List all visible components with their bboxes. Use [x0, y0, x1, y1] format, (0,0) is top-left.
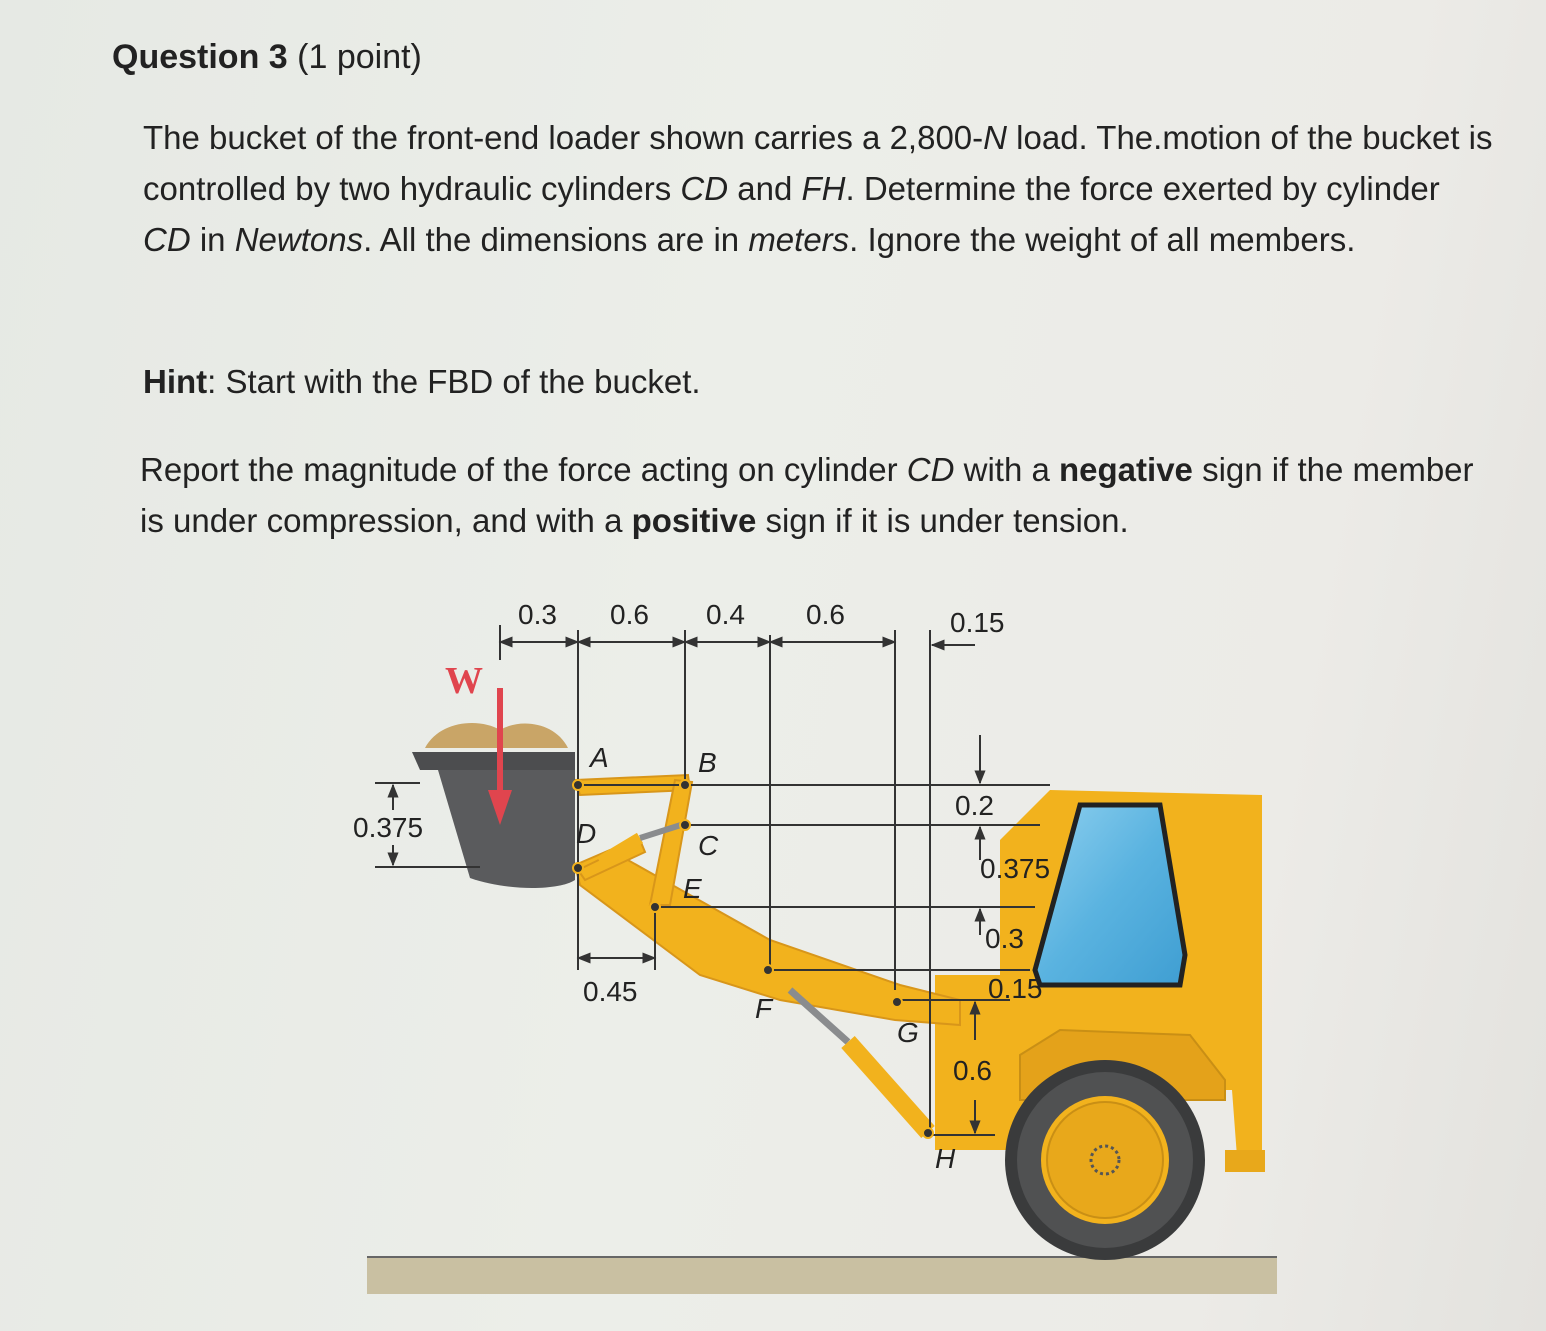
- problem-text: The bucket of the front-end loader shown carries a 2,800-: [143, 119, 984, 156]
- report-text: sign if it is under tension.: [756, 502, 1129, 539]
- report-text: with a: [954, 451, 1060, 488]
- dim-0-15-right: 0.15: [988, 973, 1043, 1004]
- report-negative: negative: [1059, 451, 1193, 488]
- hint-label: Hint: [143, 363, 208, 400]
- report-text: sign if the member is under compression, and with a: [140, 451, 1474, 539]
- dim-0-375-right: 0.375: [980, 853, 1051, 884]
- dim-0-6-b: 0.6: [806, 599, 845, 630]
- problem-text: . All the dimensions are in: [363, 221, 749, 258]
- load-label-w: W: [445, 660, 483, 702]
- label-h: H: [935, 1143, 956, 1174]
- question-points: (1 point): [297, 38, 422, 76]
- problem-cylinder-cd: CD: [680, 170, 729, 207]
- label-f: F: [755, 993, 773, 1024]
- problem-cylinder-fh: FH: [801, 170, 846, 207]
- problem-text: and: [728, 170, 802, 207]
- label-a: A: [590, 742, 609, 773]
- dim-0-15-top: 0.15: [950, 607, 1005, 638]
- problem-text: load. The.motion of the bucket is controlled by two hydraulic cylinders: [143, 119, 1493, 207]
- dim-0-375-left: 0.375: [353, 812, 424, 843]
- problem-unit-meters: meters: [748, 221, 850, 258]
- problem-text: in: [190, 221, 235, 258]
- problem-unit-n: N: [983, 119, 1007, 156]
- problem-cylinder-cd: CD: [143, 221, 191, 258]
- ground: [367, 1256, 1277, 1294]
- dim-0-45: 0.45: [583, 976, 638, 1007]
- hint-text: : Start with the FBD of the bucket.: [207, 363, 701, 400]
- dim-0-4: 0.4: [706, 599, 745, 630]
- report-text: Report the magnitude of the force acting on cylinder: [140, 451, 907, 488]
- question-title-text: Question 3: [112, 38, 288, 76]
- label-d: D: [576, 818, 597, 849]
- problem-text: . Determine the force exerted by cylinder: [845, 170, 1440, 207]
- dim-0-2: 0.2: [955, 790, 994, 821]
- label-b: B: [698, 747, 717, 778]
- label-g: G: [897, 1017, 919, 1048]
- dim-0-3-right: 0.3: [985, 923, 1024, 954]
- problem-unit-newtons: Newtons: [234, 221, 364, 258]
- problem-text: . Ignore the weight of all members.: [849, 221, 1356, 258]
- label-c: C: [698, 830, 719, 861]
- dim-0-3: 0.3: [518, 599, 557, 630]
- report-positive: positive: [631, 502, 757, 539]
- dim-0-6-right: 0.6: [953, 1055, 992, 1086]
- wheel: [1005, 1060, 1205, 1260]
- label-e: E: [683, 873, 702, 904]
- report-cylinder-cd: CD: [906, 451, 955, 488]
- dim-0-6-a: 0.6: [610, 599, 649, 630]
